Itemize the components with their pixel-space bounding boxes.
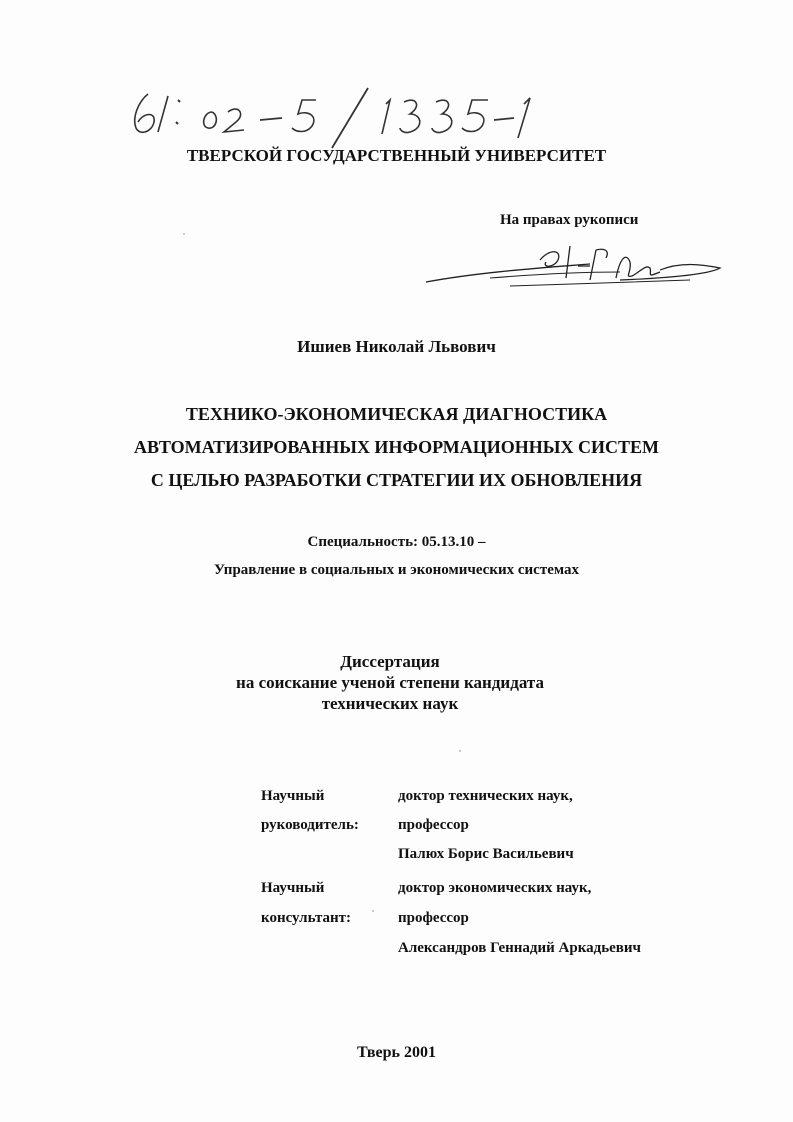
degree-block [200, 651, 580, 714]
specialty-name: Управление в социальных и экономических системах [214, 562, 579, 578]
consultant-title: профессор [398, 910, 469, 926]
scan-speck [183, 233, 185, 235]
consultant-role-line-1: Научный [261, 880, 325, 896]
author-name: Ишиев Николай Львович [297, 337, 496, 356]
consultant-role-line-2: консультант: [261, 910, 352, 926]
consultant-name: Александров Геннадий Аркадьевич [398, 940, 642, 956]
title-line-2: АВТОМАТИЗИРОВАННЫХ ИНФОРМАЦИОННЫХ СИСТЕМ [134, 437, 659, 457]
consultant-degree: доктор экономических наук, [398, 880, 592, 896]
university-name: ТВЕРСКОЙ ГОСУДАРСТВЕННЫЙ УНИВЕРСИТЕТ [186, 146, 607, 165]
supervisor-name: Палюх Борис Васильевич [398, 846, 574, 862]
specialty-code: Специальность: 05.13.10 – [307, 534, 486, 550]
scan-speck [372, 910, 374, 912]
specialty-block [0, 528, 793, 584]
author-signature [420, 238, 730, 294]
degree-line-3: технических наук [321, 694, 459, 713]
degree-line-2: на соискание ученой степени кандидата [236, 673, 544, 692]
supervisor-role [261, 782, 359, 840]
manuscript-rights-note: На правах рукописи [500, 212, 639, 228]
scan-speck [459, 750, 461, 752]
title-line-1: ТЕХНИКО-ЭКОНОМИЧЕСКАЯ ДИАГНОСТИКА [185, 404, 608, 424]
supervisor-degree: доктор технических наук, [398, 788, 573, 804]
consultant-details [398, 873, 641, 963]
degree-line-1: Диссертация [340, 652, 440, 671]
dissertation-title [0, 398, 793, 497]
title-line-3: С ЦЕЛЬЮ РАЗРАБОТКИ СТРАТЕГИИ ИХ ОБНОВЛЕНИЯ [150, 470, 643, 490]
supervisor-role-line-1: Научный [261, 788, 325, 804]
supervisor-details [398, 782, 574, 869]
supervisor-role-line-2: руководитель: [261, 817, 359, 833]
consultant-role [261, 873, 351, 933]
supervisor-title: профессор [398, 817, 469, 833]
handwritten-archive-number [120, 82, 550, 152]
city-year: Тверь 2001 [357, 1044, 436, 1061]
